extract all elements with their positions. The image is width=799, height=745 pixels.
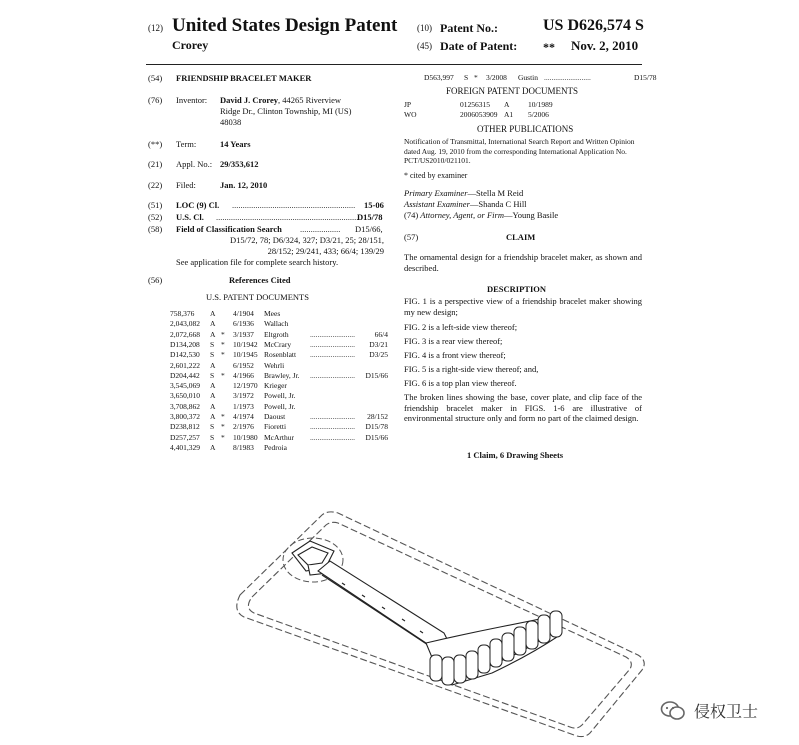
ref-class: D15/78 bbox=[365, 422, 388, 432]
inventor-address-3: 48038 bbox=[220, 117, 242, 127]
foreign-kind: A bbox=[504, 100, 510, 109]
field-search-label: Field of Classification Search bbox=[176, 224, 282, 234]
foreign-date: 10/1989 bbox=[528, 100, 553, 109]
ref-name: Pedroia bbox=[264, 442, 287, 452]
ref-class: D3/25 bbox=[369, 350, 388, 360]
country: WO bbox=[404, 110, 417, 119]
left-column: (54) FRIENDSHIP BRACELET MAKER (76) Inventor: David J. Crorey, 44265 Riverview Ridge Dr., Clinton Township, MI (US) 48038 (**) Term: 14 Years (21) Appl. No.: 29/353,612 (22) Filed: Jan. 12, 2010 (51) LOC (9) Cl. .......................................................... 15-06 (52) U.S. Cl. ................................................................... D15/78 (58) Field of Classification Search ................... D15/66, D15/72, 78; D6/324, 327; D3/21, 25; 28/151, 28/152; 29/241, 433; 66/4; 139/29 See application file for complete search history. (56) References Cited U.S. PATENT DOCUMENTS 758,376 A 4/1904 Mees 2,043,082 A 6/1936 Wallach 2,072,668 A * 3/1937 Eltgroth ........................ 66/4 D134,208 S * 10/1942 McCrary ........................ D3/21 D142,530 S * 10/1945 Rosenblatt ........................ D3/25 2,601,222 A 6/1952 Wehrli D204,442 S * 4/1966 Brawley, Jr. ........................ D15/66 3,545,069 A 12/1970 Krieger 3,650,010 A 3/1972 Powell, Jr. 3,708,862 A 1/1973 Powell, Jr. 3,800,372 A * 4/1974 Daoust ........................ 28/152 D238,812 S * 2/1976 Fioretti ........................ D15/78 D257,257 S * 10/1980 McArthur ........................ D15/66 4,401,329 A 8/1983 Pedroia bbox=[148, 73, 388, 452]
patent-no-label: Patent No.: bbox=[440, 21, 498, 35]
patent-number: US D626,574 S bbox=[543, 17, 644, 34]
other-publications-text: Notification of Transmittal, International Search Report and Written Opinion dated Aug. 19, 2010 from the corresponding International Application No. PCT/US2010/021101. bbox=[404, 137, 635, 165]
ref-class: D15/66 bbox=[365, 370, 388, 380]
ref-star: * bbox=[221, 329, 225, 339]
ref-class: 66/4 bbox=[374, 329, 388, 339]
reference-row bbox=[170, 402, 388, 412]
reference-row bbox=[170, 361, 388, 371]
ref-kind: A bbox=[210, 412, 216, 421]
broken-lines-text: The broken lines showing the base, cover plate, and clip face of the friendship bracelet maker in FIGS. 1-6 are illustrative of environmental structure only and form no part of the claimed design. bbox=[404, 392, 642, 423]
attorney-code: (74) bbox=[404, 210, 419, 220]
fig-4-description: FIG. 4 is a front view thereof; bbox=[404, 350, 506, 360]
watermark bbox=[660, 698, 790, 724]
cited-note: * cited by examiner bbox=[404, 171, 468, 180]
appl-value: 29/353,612 bbox=[220, 159, 259, 169]
ref-class: D15/78 bbox=[634, 73, 657, 82]
primary-examiner-label: Primary Examiner bbox=[404, 188, 468, 198]
ref-date: 10/1980 bbox=[233, 432, 258, 442]
loc-value: 15-06 bbox=[364, 200, 384, 210]
fig-1-description: FIG. 1 is a perspective view of a friendship bracelet maker showing my new design; bbox=[404, 296, 642, 317]
fig-5-description: FIG. 5 is a right-side view thereof; and, bbox=[404, 364, 539, 374]
ref-name: McArthur bbox=[264, 432, 294, 442]
ref-date: 4/1966 bbox=[233, 370, 254, 380]
ref-name: Powell, Jr. bbox=[264, 391, 296, 401]
fig-2-description: FIG. 2 is a left-side view thereof; bbox=[404, 322, 518, 332]
ref-name: Mees bbox=[264, 309, 281, 318]
leader-dots: ........................ bbox=[310, 350, 355, 360]
ref-star: * bbox=[221, 339, 225, 349]
bracelet-arm bbox=[318, 561, 450, 655]
ref-number: 2,043,082 bbox=[170, 319, 200, 329]
foreign-doc-row bbox=[404, 100, 604, 110]
ref-number: D204,442 bbox=[170, 370, 200, 380]
ref-number: 2,601,222 bbox=[170, 360, 200, 370]
bracelet-maker-drawing bbox=[230, 505, 650, 740]
leader-dots: ........................ bbox=[310, 370, 355, 380]
ref-date: 6/1952 bbox=[233, 360, 254, 370]
attorney bbox=[404, 210, 558, 221]
ref-name: Fioretti bbox=[264, 422, 287, 432]
ref-date: 4/1904 bbox=[233, 309, 254, 318]
patent-title: United States Design Patent bbox=[172, 15, 398, 36]
inventor-address: , 44265 Riverview bbox=[278, 95, 342, 105]
inventor-label: Inventor: bbox=[176, 95, 208, 105]
country: JP bbox=[404, 100, 412, 109]
other-publications-title: OTHER PUBLICATIONS bbox=[477, 124, 574, 134]
base-plate-outline bbox=[237, 512, 644, 737]
ref-name: Daoust bbox=[264, 412, 286, 421]
ref-number: 2,072,668 bbox=[170, 329, 200, 339]
reference-row bbox=[170, 391, 388, 401]
ref-kind: A bbox=[210, 360, 216, 370]
reference-row bbox=[170, 319, 388, 329]
ref-name: Powell, Jr. bbox=[264, 401, 296, 411]
ref-date: 3/2008 bbox=[486, 73, 507, 82]
ref-name: McCrary bbox=[264, 339, 292, 349]
ref-number: 3,800,372 bbox=[170, 412, 200, 421]
reference-row bbox=[170, 330, 388, 340]
ref-star: * bbox=[221, 422, 225, 432]
us-documents-title: U.S. PATENT DOCUMENTS bbox=[206, 292, 309, 302]
foreign-date: 5/2006 bbox=[528, 110, 549, 119]
patent-no-code: (10) bbox=[417, 23, 432, 33]
claim-title: CLAIM bbox=[506, 232, 536, 242]
ref-name: Rosenblatt bbox=[264, 350, 297, 360]
reference-row bbox=[170, 443, 388, 453]
ref-name: Wehrli bbox=[264, 360, 285, 370]
field-code: (56) bbox=[148, 275, 163, 285]
leader-dots: ........................ bbox=[310, 422, 355, 432]
foreign-number: 2006053909 bbox=[460, 110, 498, 119]
field-search-note: See application file for complete search history. bbox=[176, 257, 339, 267]
claim-text: The ornamental design for a friendship bracelet maker, as shown and described. bbox=[404, 252, 642, 273]
foreign-doc-row bbox=[404, 110, 604, 120]
uscl-label: U.S. Cl. bbox=[176, 212, 204, 222]
ref-date: 3/1937 bbox=[233, 329, 254, 339]
leader-dots: ........................ bbox=[310, 432, 355, 442]
ref-name: Eltgroth bbox=[264, 329, 289, 339]
field-code: (76) bbox=[148, 95, 163, 105]
ref-number: 3,650,010 bbox=[170, 391, 200, 401]
ref-date: 1/1973 bbox=[233, 401, 254, 411]
filed-value: Jan. 12, 2010 bbox=[220, 180, 268, 190]
field-code: (58) bbox=[148, 224, 163, 234]
date-code: (45) bbox=[417, 41, 432, 51]
ref-number: D563,997 bbox=[424, 73, 454, 82]
watermark-text: 侵权卫士 bbox=[694, 702, 759, 721]
field-code: (51) bbox=[148, 200, 163, 210]
loc-label: LOC (9) Cl. bbox=[176, 200, 220, 210]
ref-star: * bbox=[221, 432, 225, 442]
ref-kind: S bbox=[464, 73, 469, 82]
field-code: (54) bbox=[148, 73, 163, 83]
foreign-docs-title: FOREIGN PATENT DOCUMENTS bbox=[446, 86, 579, 96]
ref-kind: S bbox=[210, 422, 215, 432]
filed-label: Filed: bbox=[176, 180, 196, 190]
reference-row bbox=[170, 422, 388, 432]
ref-number: D238,812 bbox=[170, 422, 200, 432]
ref-date: 6/1936 bbox=[233, 319, 254, 329]
reference-continued: D563,997 S * 3/2008 Gustin ......................... D15/78 bbox=[424, 73, 657, 82]
reference-row bbox=[170, 433, 388, 443]
ref-kind: A bbox=[210, 319, 216, 329]
ref-date: 2/1976 bbox=[233, 422, 254, 432]
ref-name: Gustin bbox=[518, 73, 539, 82]
leader-dots: ........................ bbox=[310, 339, 355, 349]
references-title: References Cited bbox=[229, 275, 291, 285]
ref-date: 3/1972 bbox=[233, 391, 254, 401]
attorney-label: Attorney, Agent, or Firm bbox=[420, 210, 504, 220]
assistant-examiner bbox=[404, 199, 527, 210]
reference-row bbox=[170, 350, 388, 360]
ref-name: Brawley, Jr. bbox=[264, 370, 300, 380]
ref-number: D134,208 bbox=[170, 339, 200, 349]
ref-star: * bbox=[221, 350, 225, 360]
ref-kind: S bbox=[210, 339, 215, 349]
ref-number: 4,401,329 bbox=[170, 442, 200, 452]
fig-6-description: FIG. 6 is a top plan view thereof. bbox=[404, 378, 517, 388]
primary-examiner bbox=[404, 188, 523, 199]
leader-dots: ........................ bbox=[310, 329, 355, 339]
fig-3-description: FIG. 3 is a rear view thereof; bbox=[404, 336, 503, 346]
ref-kind: A bbox=[210, 442, 216, 452]
ref-class: D3/21 bbox=[369, 339, 388, 349]
foreign-kind: A1 bbox=[504, 110, 514, 119]
date-label: Date of Patent: bbox=[440, 39, 518, 53]
reference-row bbox=[170, 381, 388, 391]
ref-kind: A bbox=[210, 329, 216, 339]
primary-examiner-name: —Stella M Reid bbox=[467, 188, 524, 198]
inventor-block bbox=[220, 95, 390, 128]
field-search-value-1: D15/66, bbox=[355, 224, 383, 234]
field-code: (21) bbox=[148, 159, 163, 169]
invention-title: FRIENDSHIP BRACELET MAKER bbox=[176, 73, 312, 83]
ref-kind: S bbox=[210, 350, 215, 360]
description-title: DESCRIPTION bbox=[487, 284, 547, 294]
ref-name: Krieger bbox=[264, 381, 287, 391]
ref-kind: A bbox=[210, 391, 216, 401]
assistant-examiner-name: —Shanda C Hill bbox=[469, 199, 527, 209]
attorney-name: —Young Basile bbox=[503, 210, 559, 220]
claim-code: (57) bbox=[404, 232, 419, 242]
ref-kind: A bbox=[210, 381, 216, 391]
uscl-value: D15/78 bbox=[357, 212, 383, 222]
wechat-logo-icon bbox=[660, 700, 686, 722]
foreign-number: 01256315 bbox=[460, 100, 490, 109]
inventor-short: Crorey bbox=[172, 38, 209, 52]
ref-kind: A bbox=[210, 401, 216, 411]
ref-class: D15/66 bbox=[365, 432, 388, 442]
ref-class: 28/152 bbox=[367, 412, 388, 421]
inventor-name: David J. Crorey bbox=[220, 95, 279, 105]
leader-dots: ........................ bbox=[310, 412, 355, 421]
ref-star: * bbox=[221, 412, 225, 421]
ref-number: D142,530 bbox=[170, 350, 200, 360]
ref-star: * bbox=[221, 370, 225, 380]
ref-kind: S bbox=[210, 432, 215, 442]
ref-name: Wallach bbox=[264, 319, 289, 329]
field-code: (52) bbox=[148, 212, 163, 222]
ref-number: D257,257 bbox=[170, 432, 200, 442]
ref-date: 10/1945 bbox=[233, 350, 258, 360]
ref-kind: S bbox=[210, 370, 215, 380]
field-search-value-2: D15/72, 78; D6/324, 327; D3/21, 25; 28/151, bbox=[230, 235, 384, 245]
ref-number: 758,376 bbox=[170, 309, 195, 318]
inventor-address-2: Ridge Dr., Clinton Township, MI (US) bbox=[220, 106, 352, 116]
ref-date: 4/1974 bbox=[233, 412, 254, 421]
term-value: 14 Years bbox=[220, 139, 251, 149]
reference-row bbox=[170, 371, 388, 381]
reference-row bbox=[170, 309, 388, 319]
ref-kind: A bbox=[210, 309, 216, 318]
ref-date: 12/1970 bbox=[233, 381, 258, 391]
assistant-examiner-label: Assistant Examiner bbox=[404, 199, 470, 209]
ref-date: 8/1983 bbox=[233, 442, 254, 452]
claims-summary: 1 Claim, 6 Drawing Sheets bbox=[467, 450, 564, 460]
date-stars: ** bbox=[543, 40, 555, 54]
term-label: Term: bbox=[176, 139, 197, 149]
appl-label: Appl. No.: bbox=[176, 159, 213, 169]
ref-number: 3,708,862 bbox=[170, 401, 200, 411]
reference-row bbox=[170, 340, 388, 350]
field-search-value-3: 28/152; 29/241, 433; 66/4; 139/29 bbox=[267, 246, 384, 256]
field-code: (**) bbox=[148, 139, 163, 149]
ref-star: * bbox=[474, 73, 478, 82]
patent-date: Nov. 2, 2010 bbox=[571, 38, 639, 53]
kind-code: (12) bbox=[148, 23, 163, 33]
ref-date: 10/1942 bbox=[233, 339, 258, 349]
field-code: (22) bbox=[148, 180, 163, 190]
reference-row bbox=[170, 412, 388, 422]
ref-number: 3,545,069 bbox=[170, 381, 200, 391]
